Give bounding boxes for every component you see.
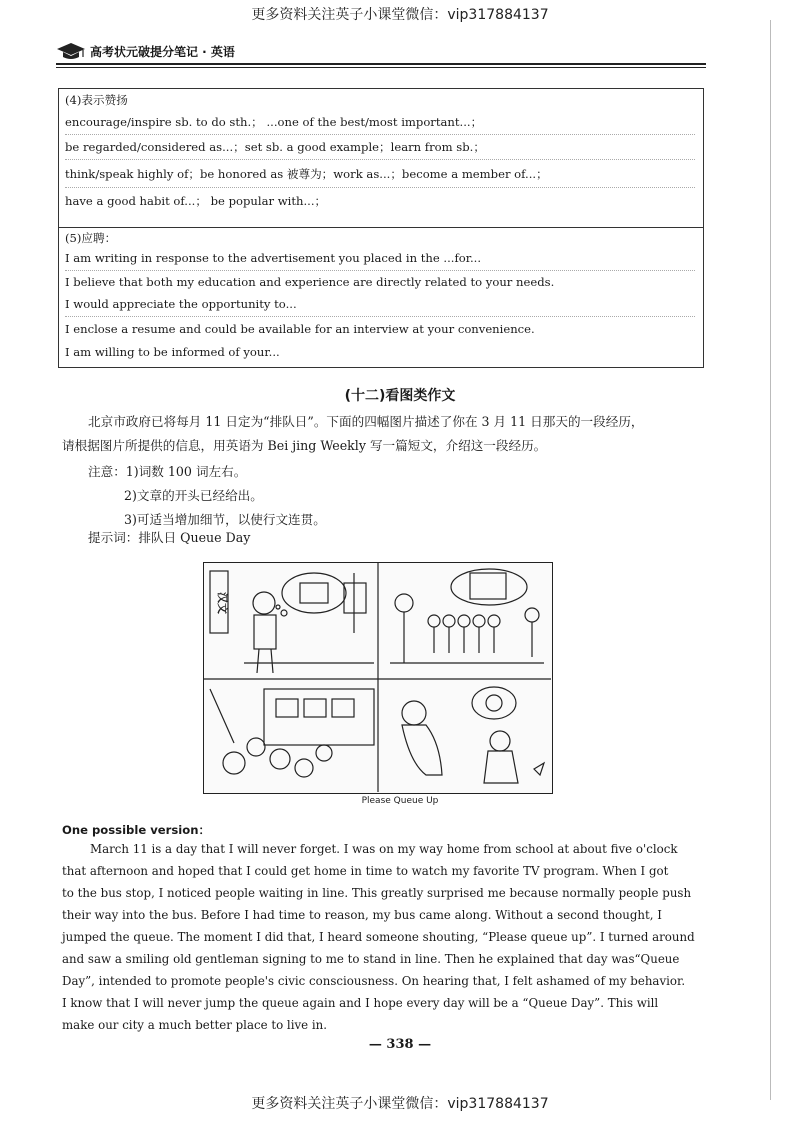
- watermark-top: 更多资料关注英子小课堂微信：vip317884137: [251, 7, 549, 23]
- vocabulary-box: [58, 88, 704, 368]
- note-2: 2)文章的开头已经给出。: [124, 488, 263, 503]
- figure-caption: Please Queue Up: [361, 796, 439, 806]
- gate-sign-text: 汉文: [216, 592, 229, 614]
- essay-line: March 11 is a day that I will never forget. I was on my way home from school at about five o'clock: [90, 842, 678, 856]
- apply-line: I would appreciate the opportunity to...: [65, 297, 297, 311]
- page-header: [56, 40, 266, 62]
- essay-line: and saw a smiling old gentleman signing to me to stand in line. Then he explained that day was“Queue: [62, 952, 680, 966]
- section-title: (十二)看图类作文: [344, 388, 456, 404]
- praise-line: be regarded/considered as...；set sb. a good example；learn from sb.；: [65, 140, 485, 154]
- praise-line: encourage/inspire sb. to do sth.； ...one of the best/most important...；: [65, 115, 483, 129]
- essay-line: Day”, intended to promote people's civic consciousness. On hearing that, I felt ashamed of my behavior.: [62, 974, 686, 988]
- line-divider: [65, 316, 695, 317]
- note-1: 注意：1)词数 100 词左右。: [88, 464, 247, 479]
- apply-line: I am writing in response to the advertisement you placed in the ...for...: [65, 251, 482, 265]
- praise-line: have a good habit of...； be popular with...；: [65, 194, 327, 208]
- prompt-line-2: 请根据图片所提供的信息，用英语为 Bei jing Weekly 写一篇短文，介绍这一段经历。: [62, 438, 547, 453]
- hint-words: 提示词：排队日 Queue Day: [88, 530, 251, 545]
- essay-line: that afternoon and hoped that I could get home in time to watch my favorite TV program. When I got: [62, 864, 669, 878]
- line-divider: [65, 187, 695, 188]
- line-divider: [65, 270, 695, 271]
- section-divider: [59, 227, 703, 228]
- essay-label: One possible version：: [62, 823, 211, 837]
- line-divider: [65, 134, 695, 135]
- apply-heading: (5)应聘：: [65, 231, 117, 245]
- essay-line: to the bus stop, I noticed people waiting in line. This greatly surprised me because normally people push: [62, 886, 692, 900]
- praise-line: think/speak highly of；be honored as 被尊为；work as...；become a member of...；: [65, 167, 548, 181]
- apply-line: I believe that both my education and experience are directly related to your needs.: [65, 275, 555, 289]
- graduation-cap-icon: [56, 42, 86, 60]
- essay-line: make our city a much better place to live in.: [62, 1018, 327, 1032]
- apply-line: I enclose a resume and could be available for an interview at your convenience.: [65, 322, 535, 336]
- page-edge-line: [770, 20, 771, 1100]
- page-number: — 338 —: [368, 1037, 432, 1052]
- header-rule-thin: [56, 67, 706, 68]
- header-title: 高考状元破提分笔记 · 英语: [90, 44, 235, 59]
- essay-line: I know that I will never jump the queue again and I hope every day will be a “Queue Day”. This will: [62, 996, 659, 1010]
- prompt-line-1: 北京市政府已将每月 11 日定为“排队日”。下面的四幅图片描述了你在 3 月 11 日那天的一段经历，: [88, 414, 644, 429]
- apply-line: I am willing to be informed of your...: [65, 345, 280, 359]
- essay-line: jumped the queue. The moment I did that, I heard someone shouting, “Please queue up”. I turned around: [62, 930, 695, 944]
- cartoon-illustration: [204, 563, 551, 792]
- watermark-bottom: 更多资料关注英子小课堂微信：vip317884137: [251, 1096, 549, 1112]
- praise-heading: (4)表示赞扬: [65, 93, 128, 107]
- cartoon-figure: [203, 562, 553, 794]
- header-rule: [56, 63, 706, 65]
- essay-line: their way into the bus. Before I had time to reason, my bus came along. Without a second thought, I: [62, 908, 662, 922]
- note-3: 3)可适当增加细节，以使行文连贯。: [124, 512, 326, 527]
- line-divider: [65, 159, 695, 160]
